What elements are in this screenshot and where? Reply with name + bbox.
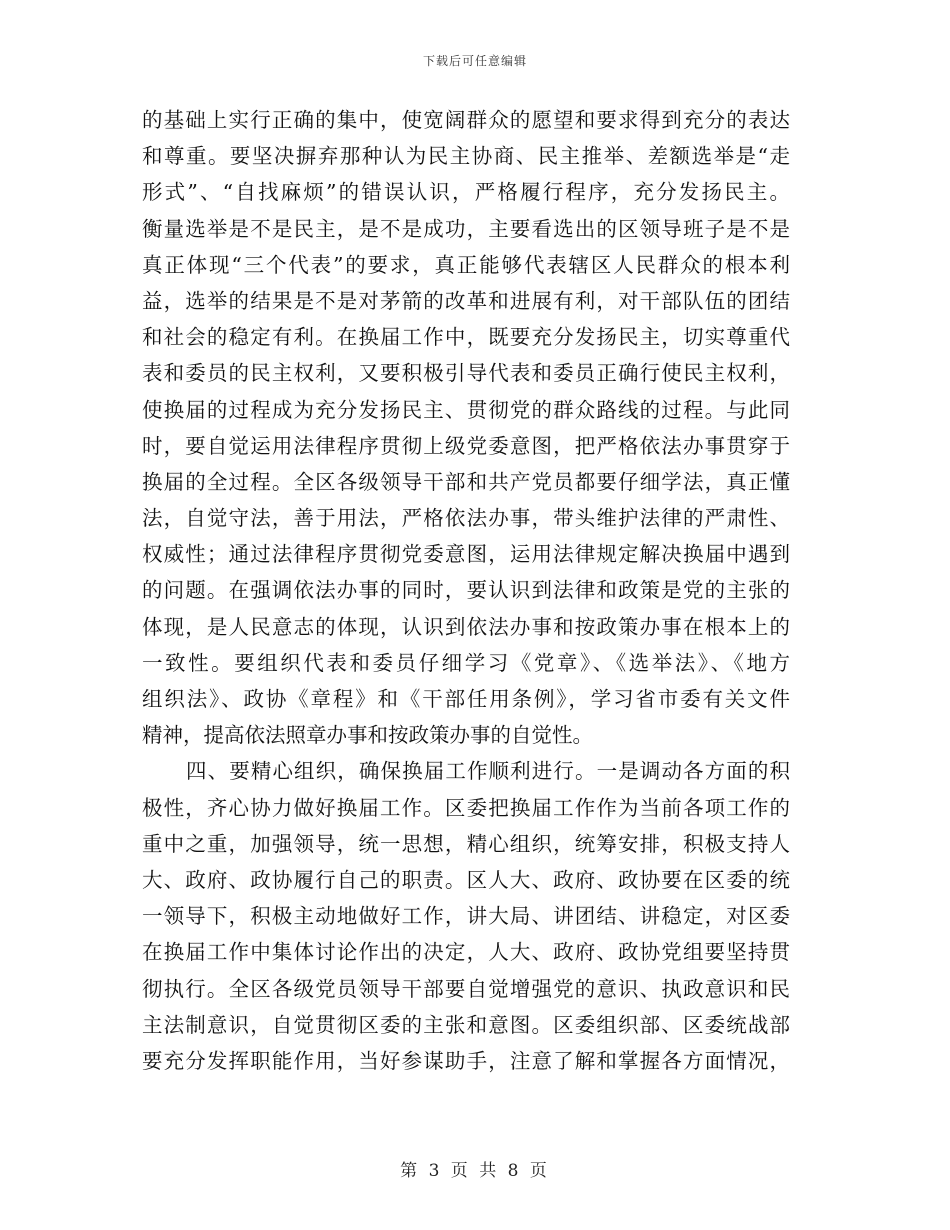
text-line: 一领导下，积极主动地做好工作，讲大局、讲团结、讲稳定，对区委 xyxy=(142,904,790,929)
text-line: 和尊重。要坚决摒弃那种认为民主协商、民主推举、差额选举是“走 xyxy=(142,144,790,169)
text-line: 形式”、“自找麻烦”的错误认识，严格履行程序，充分发扬民主。 xyxy=(142,180,790,205)
text-line: 权威性；通过法律程序贯彻党委意图，运用法律规定解决换届中遇到 xyxy=(142,542,790,567)
text-line: 极性，齐心协力做好换届工作。区委把换届工作作为当前各项工作的 xyxy=(142,795,790,820)
text-line: 组织法》、政协《章程》和《干部任用条例》，学习省市委有关文件 xyxy=(142,687,790,711)
page-number-footer: 第 3 页 共 8 页 xyxy=(400,1161,550,1181)
document-body xyxy=(142,102,790,1079)
text-line: 彻执行。全区各级党员领导干部要自觉增强党的意识、执政意识和民 xyxy=(142,976,790,1001)
text-line: 法，自觉守法，善于用法，严格依法办事，带头维护法律的严肃性、 xyxy=(142,506,790,531)
text-line: 的基础上实行正确的集中，使宽阔群众的愿望和要求得到充分的表达 xyxy=(142,108,790,132)
text-line: 益，选举的结果是不是对茅箭的改革和进展有利，对干部队伍的团结 xyxy=(142,288,790,313)
text-line: 一致性。要组织代表和委员仔细学习《党章》、《选举法》、《地方 xyxy=(142,650,790,675)
text-line: 体现，是人民意志的体现，认识到依法办事和按政策办事在根本上的 xyxy=(142,614,790,639)
text-line: 主法制意识，自觉贯彻区委的主张和意图。区委组织部、区委统战部 xyxy=(142,1012,790,1037)
text-line: 精神，提高依法照章办事和按政策办事的自觉性。 xyxy=(142,723,593,748)
text-line: 真正体现“三个代表”的要求，真正能够代表辖区人民群众的根本利 xyxy=(142,252,790,277)
text-line: 衡量选举是不是民主，是不是成功，主要看选出的区领导班子是不是 xyxy=(142,216,790,241)
text-line: 在换届工作中集体讨论作出的决定，人大、政府、政协党组要坚持贯 xyxy=(142,940,790,965)
text-line: 要充分发挥职能作用，当好参谋助手，注意了解和掌握各方面情况， xyxy=(142,1048,790,1073)
text-line: 使换届的过程成为充分发扬民主、贯彻党的群众路线的过程。与此同 xyxy=(142,397,790,422)
text-line: 和社会的稳定有利。在换届工作中，既要充分发扬民主，切实尊重代 xyxy=(142,325,790,350)
text-line: 的问题。在强调依法办事的同时，要认识到法律和政策是党的主张的 xyxy=(142,578,790,603)
text-line: 重中之重，加强领导，统一思想，精心组织，统筹安排，积极支持人 xyxy=(142,831,790,856)
text-line: 表和委员的民主权利，又要积极引导代表和委员正确行使民主权利， xyxy=(142,361,790,386)
text-line: 时，要自觉运用法律程序贯彻上级党委意图，把严格依法办事贯穿于 xyxy=(142,433,790,458)
text-line: 换届的全过程。全区各级领导干部和共产党员都要仔细学法，真正懂 xyxy=(142,469,790,494)
section-heading-line: 四、要精心组织，确保换届工作顺利进行。一是调动各方面的积 xyxy=(186,759,790,784)
text-line: 大、政府、政协履行自己的职责。区人大、政府、政协要在区委的统 xyxy=(142,867,790,892)
page-header-note: 下载后可任意编辑 xyxy=(422,54,527,68)
